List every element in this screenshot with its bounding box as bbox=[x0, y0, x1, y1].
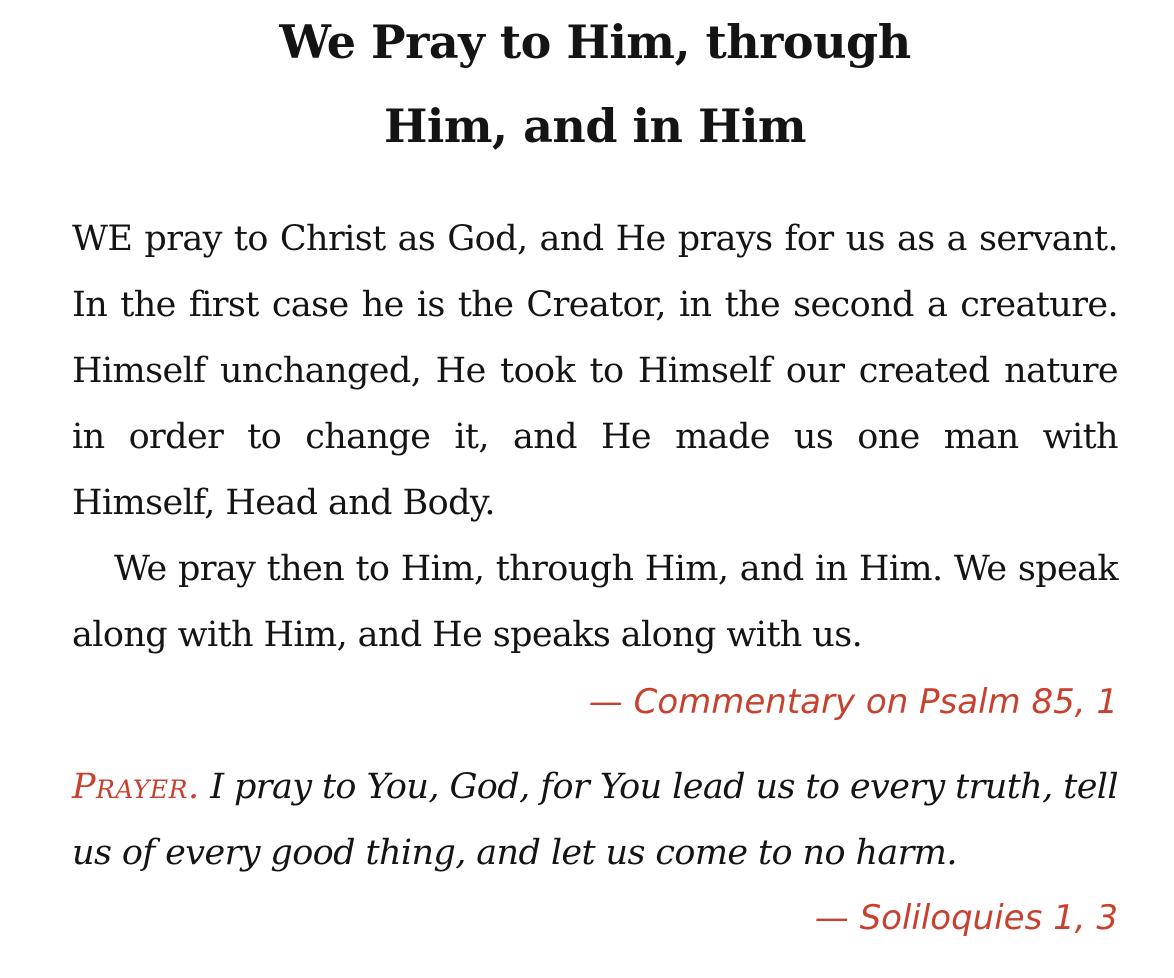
prayer-label: Prayer. bbox=[72, 767, 200, 807]
source-attribution-2: — Soliloquies 1, 3 bbox=[814, 898, 1118, 938]
reading-page bbox=[72, 0, 1118, 940]
body-paragraph-2: We pray then to Him, through Him, and in Him. We speak along with Him, and He speaks along with us. bbox=[72, 549, 1118, 655]
source-attribution-1: — Commentary on Psalm 85, 1 bbox=[588, 682, 1118, 722]
body-paragraph-1: WE pray to Christ as God, and He prays for us as a servant. In the first case he is the Creator, in the second a creature. Himself unchanged, He took to Himself our created nature in order to change it, and He made us one man with Himself, Head and Body. bbox=[72, 219, 1118, 523]
page-title bbox=[72, 0, 1118, 168]
prayer-paragraph bbox=[72, 754, 1118, 886]
title-line-2: Him, and in Him bbox=[383, 99, 807, 153]
title-line-1: We Pray to Him, through bbox=[279, 15, 911, 69]
prayer-text: I pray to You, God, for You lead us to every truth, tell us of every good thing, and let us come to no harm. bbox=[72, 767, 1118, 873]
